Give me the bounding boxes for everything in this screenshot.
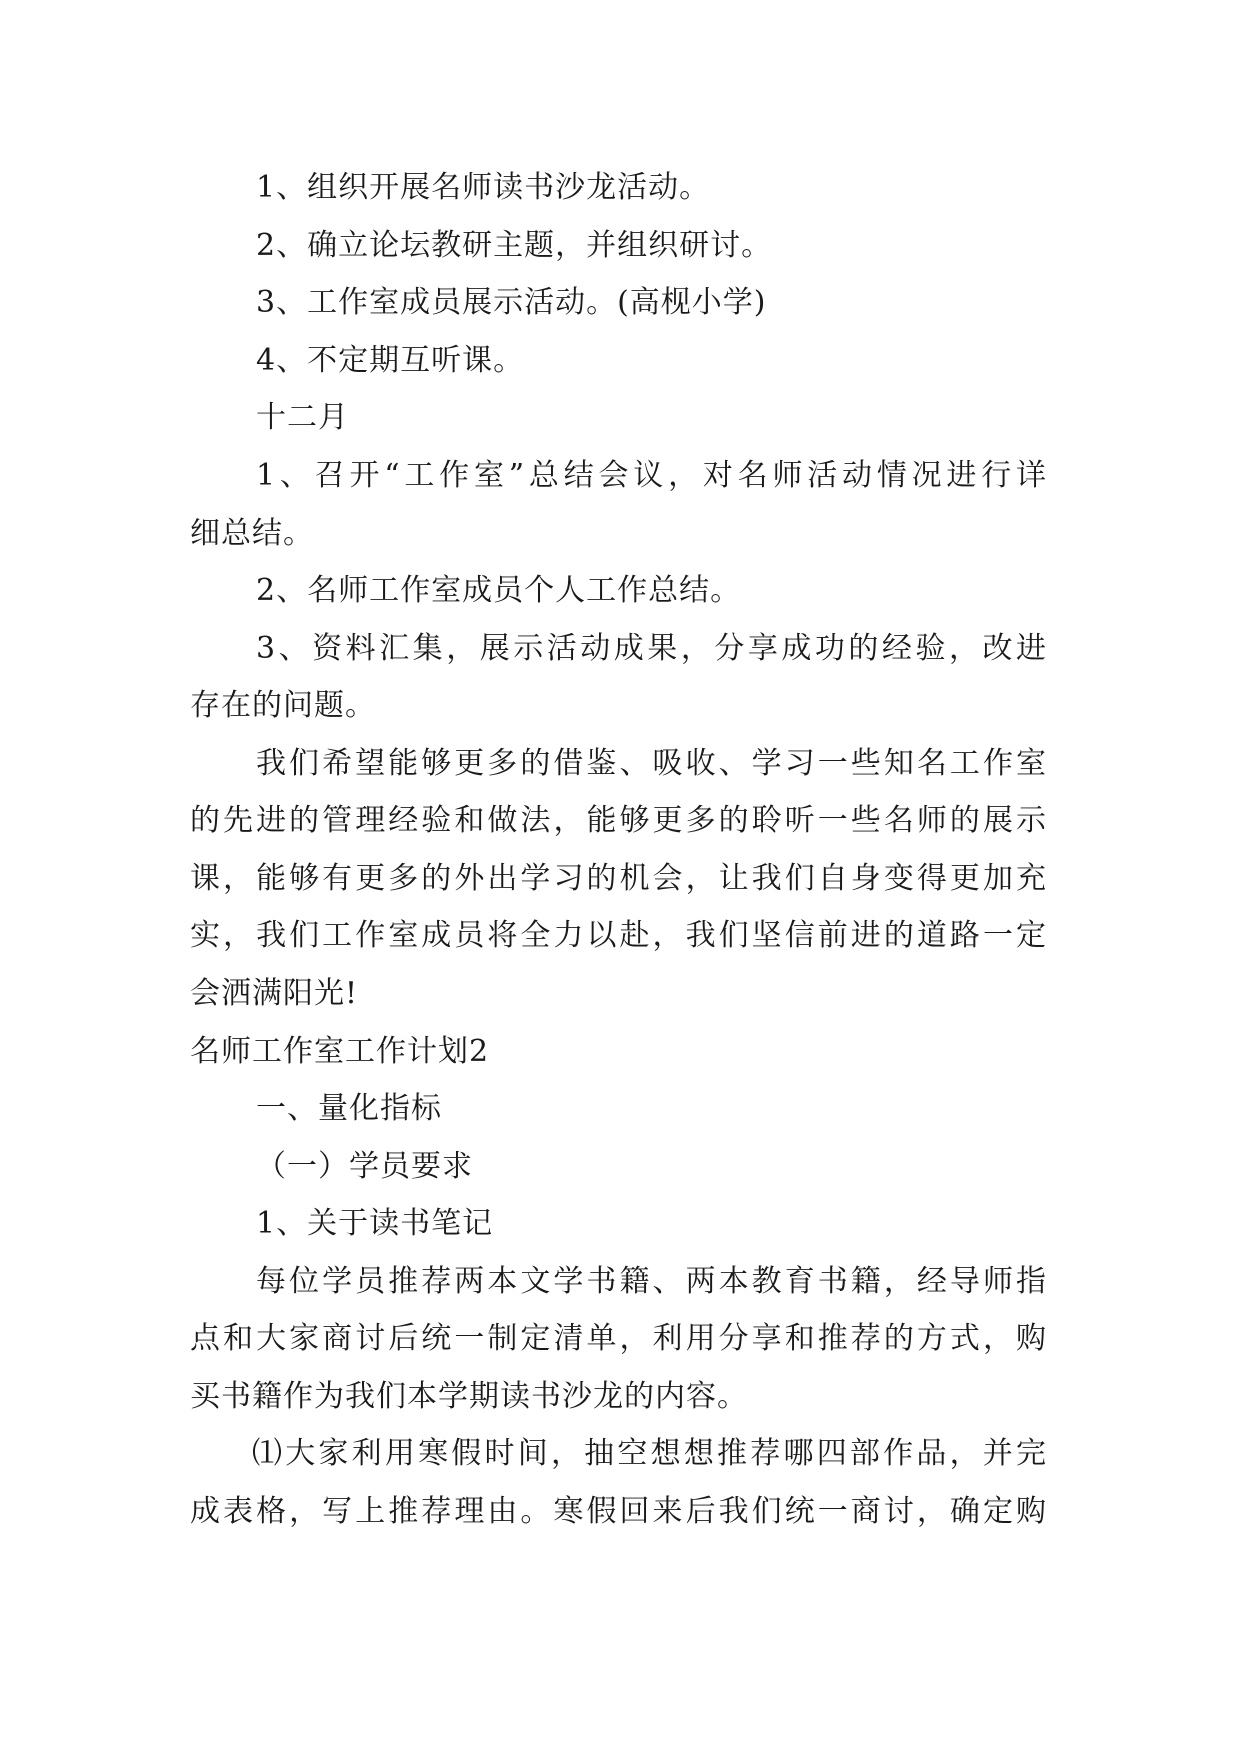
section-heading: 一、量化指标: [256, 1091, 442, 1126]
paragraph-line: 买书籍作为我们本学期读书沙龙的内容。: [190, 1379, 748, 1414]
paragraph-line: 3、资料汇集，展示活动成果，分享成功的经验，改进: [256, 631, 1046, 666]
paragraph-line: 实，我们工作室成员将全力以赴，我们坚信前进的道路一定: [190, 918, 1046, 953]
paragraph-line: 成表格，写上推荐理由。寒假回来后我们统一商讨，确定购: [190, 1494, 1046, 1529]
paragraph-line: 点和大家商讨后统一制定清单，利用分享和推荐的方式，购: [190, 1321, 1046, 1356]
document-title: 名师工作室工作计划2: [190, 1034, 490, 1069]
subsection-heading: 1、关于读书笔记: [256, 1206, 494, 1241]
paragraph-line: 会洒满阳光!: [190, 976, 359, 1011]
paragraph-line: 课，能够有更多的外出学习的机会，让我们自身变得更加充: [190, 861, 1046, 896]
section-heading: 十二月: [256, 400, 349, 435]
paragraph-line: 细总结。: [190, 516, 314, 551]
paragraph-line: 我们希望能够更多的借鉴、吸收、学习一些知名工作室: [256, 746, 1046, 781]
list-item: 3、工作室成员展示活动。(高枧小学): [256, 285, 767, 320]
paragraph-line: 的先进的管理经验和做法，能够更多的聆听一些名师的展示: [190, 803, 1046, 838]
list-item: 4、不定期互听课。: [256, 343, 525, 378]
paragraph-line: 1、召开“工作室”总结会议，对名师活动情况进行详: [256, 458, 1046, 493]
subsection-heading: （一）学员要求: [256, 1149, 473, 1184]
list-item: 2、确立论坛教研主题，并组织研讨。: [256, 228, 773, 263]
list-item: 1、组织开展名师读书沙龙活动。: [256, 170, 711, 205]
paragraph-line: 存在的问题。: [190, 688, 376, 723]
paragraph-line: ⑴大家利用寒假时间，抽空想想推荐哪四部作品，并完: [252, 1436, 1046, 1471]
list-item: 2、名师工作室成员个人工作总结。: [256, 573, 742, 608]
paragraph-line: 每位学员推荐两本文学书籍、两本教育书籍，经导师指: [256, 1264, 1046, 1299]
